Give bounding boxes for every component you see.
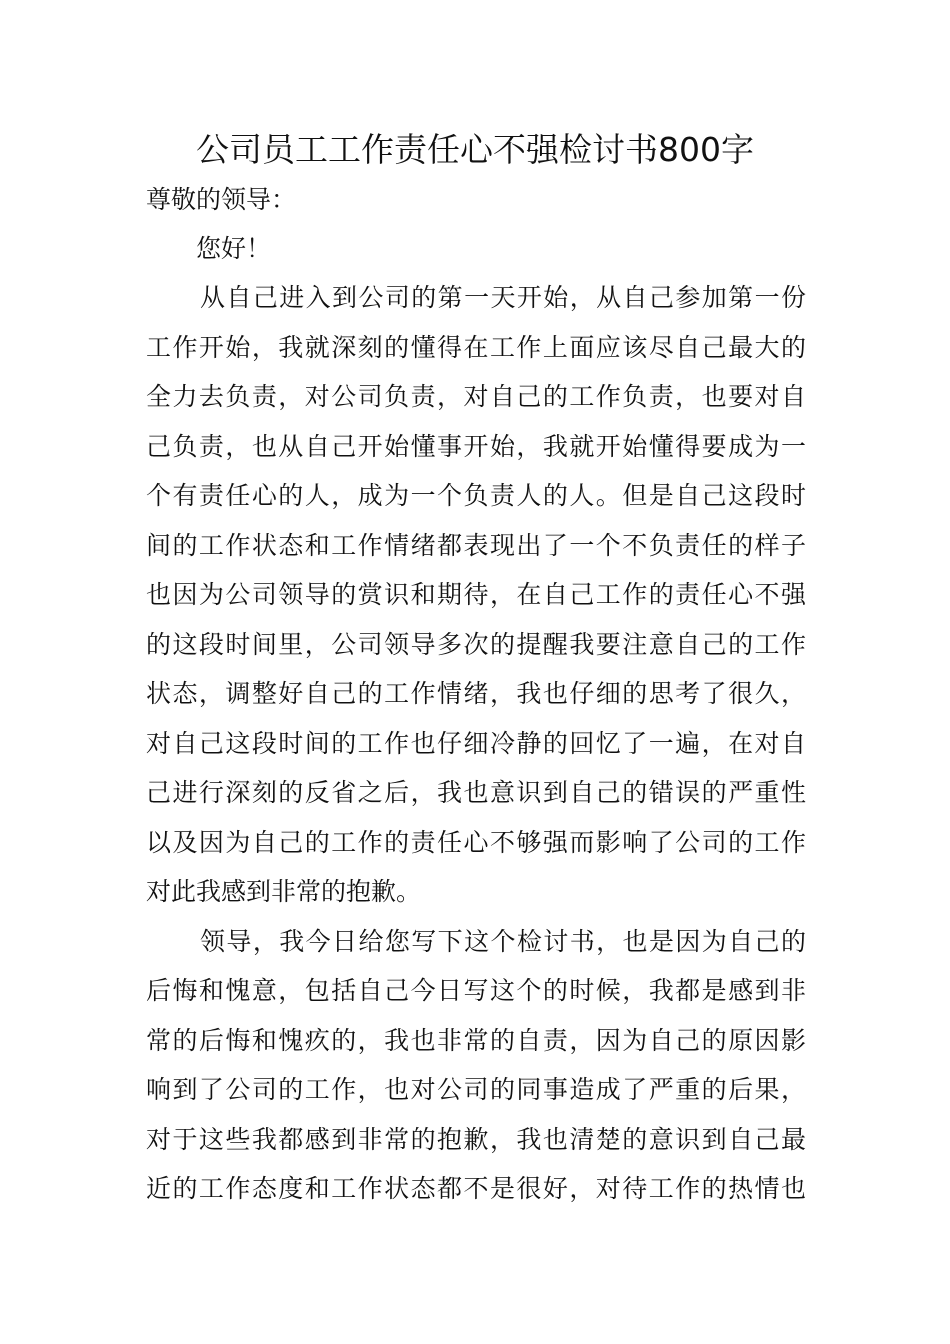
paragraph1-line: 个有责任心的人，成为一个负责人的人。但是自己这段时 [146, 481, 806, 510]
paragraph1-line: 间的工作状态和工作情绪都表现出了一个不负责任的样子 [146, 531, 806, 560]
paragraph1-line: 己负责，也从自己开始懂事开始，我就开始懂得要成为一 [146, 432, 806, 461]
paragraph1-line: 也因为公司领导的赏识和期待，在自己工作的责任心不强 [146, 580, 806, 609]
greeting: 您好！ [196, 234, 272, 263]
paragraph2-line: 对于这些我都感到非常的抱歉，我也清楚的意识到自己最 [146, 1125, 806, 1154]
paragraph1-line: 对此我感到非常的抱歉。 [146, 877, 422, 906]
paragraph1-line: 以及因为自己的工作的责任心不够强而影响了公司的工作 [146, 828, 806, 857]
salutation: 尊敬的领导： [146, 185, 297, 214]
paragraph1-line: 工作开始，我就深刻的懂得在工作上面应该尽自己最大的 [146, 333, 806, 362]
document-title: 公司员工工作责任心不强检讨书800字 [196, 130, 754, 169]
paragraph1-line: 状态，调整好自己的工作情绪，我也仔细的思考了很久， [146, 679, 806, 708]
paragraph1-line: 的这段时间里，公司领导多次的提醒我要注意自己的工作 [146, 630, 806, 659]
paragraph1-line: 己进行深刻的反省之后，我也意识到自己的错误的严重性 [146, 778, 806, 807]
paragraph2-line: 领导，我今日给您写下这个检讨书，也是因为自己的 [200, 927, 806, 956]
paragraph2-line: 近的工作态度和工作状态都不是很好，对待工作的热情也 [146, 1174, 806, 1203]
paragraph2-line: 常的后悔和愧疚的，我也非常的自责，因为自己的原因影 [146, 1026, 806, 1055]
paragraph1-line: 全力去负责，对公司负责，对自己的工作负责，也要对自 [146, 382, 806, 411]
paragraph2-line: 响到了公司的工作，也对公司的同事造成了严重的后果， [146, 1075, 806, 1104]
paragraph1-line: 从自己进入到公司的第一天开始，从自己参加第一份 [200, 283, 806, 312]
paragraph1-line: 对自己这段时间的工作也仔细冷静的回忆了一遍，在对自 [146, 729, 806, 758]
paragraph2-line: 后悔和愧意，包括自己今日写这个的时候，我都是感到非 [146, 976, 806, 1005]
